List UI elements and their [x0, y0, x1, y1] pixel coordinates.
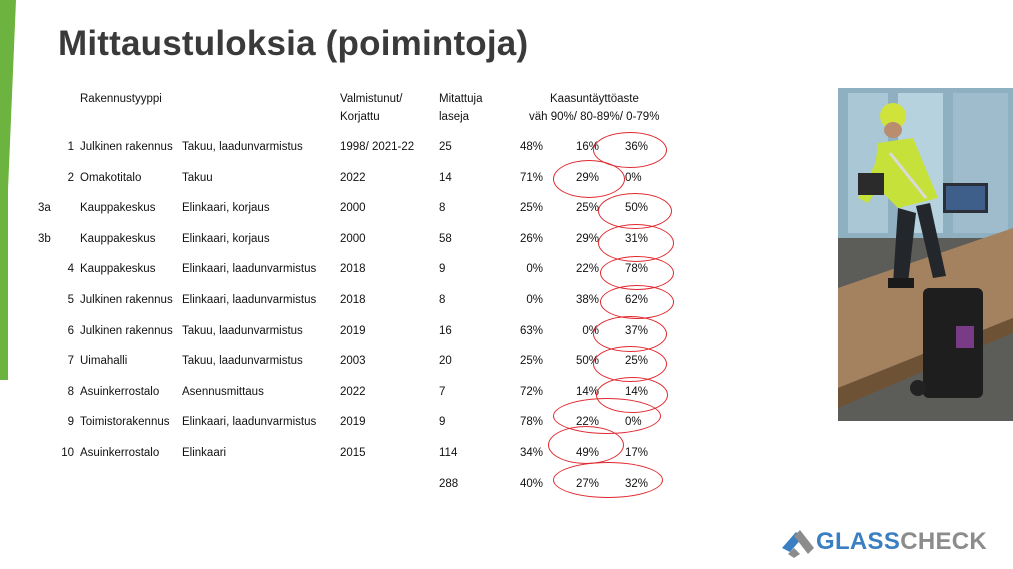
highlight-circle — [553, 462, 663, 498]
row-description: Takuu — [182, 171, 213, 184]
accent-stripe-fill — [0, 0, 8, 380]
row-measured-count: 20 — [439, 355, 452, 368]
highlight-circle — [600, 285, 674, 319]
row-pct-0: 25% — [625, 355, 649, 368]
glasscheck-logo-icon — [780, 526, 816, 558]
row-id: 3b — [38, 232, 51, 245]
row-id: 7 — [67, 355, 74, 368]
row-pct-80: 0% — [582, 324, 599, 337]
row-pct-80: 14% — [575, 385, 599, 398]
row-pct-0: 0% — [625, 171, 642, 184]
row-pct-80: 50% — [575, 355, 599, 368]
row-year: 2022 — [340, 385, 366, 398]
row-pct-0: 17% — [625, 447, 649, 459]
row-measured-count: 9 — [439, 263, 446, 276]
row-id: 5 — [67, 294, 74, 306]
row-measured-count: 25 — [439, 141, 452, 153]
row-pct-90: 63% — [519, 324, 543, 337]
row-id: 3a — [38, 202, 51, 215]
row-id: 1 — [67, 141, 74, 153]
logo-text-check: CHECK — [900, 528, 988, 555]
row-pct-90: 48% — [519, 141, 543, 153]
header-fill-2: väh 90%/ 80-89%/ 0-79% — [529, 111, 660, 123]
header-completed-2: Korjattu — [340, 111, 380, 123]
row-pct-0: 50% — [625, 202, 649, 215]
row-description: Elinkaari, korjaus — [182, 202, 270, 215]
row-description: Elinkaari, laadunvarmistus — [182, 294, 317, 306]
row-year: 2019 — [340, 324, 366, 337]
logo-text-glass: GLASS — [816, 528, 901, 555]
row-pct-90: 78% — [519, 416, 543, 429]
photo-worker-measuring — [838, 88, 1013, 421]
row-pct-80: 22% — [575, 263, 599, 276]
row-description: Takuu, laadunvarmistus — [182, 324, 303, 337]
row-pct-80: 29% — [575, 171, 599, 184]
row-id: 8 — [67, 385, 74, 398]
row-description: Elinkaari — [182, 447, 227, 459]
header-fill-1: Kaasuntäyttöaste — [550, 93, 639, 105]
row-pct-0: 37% — [625, 324, 649, 337]
row-building-type: Julkinen rakennus — [80, 324, 173, 337]
row-building-type: Kauppakeskus — [80, 232, 156, 245]
row-pct-90: 72% — [519, 385, 543, 398]
row-year: 2018 — [340, 263, 366, 276]
row-measured-count: 7 — [439, 385, 446, 398]
row-id: 4 — [67, 263, 74, 276]
total-measured-count: 288 — [439, 477, 459, 490]
header-completed-1: Valmistunut/ — [340, 93, 403, 105]
row-year: 2000 — [340, 232, 366, 245]
row-pct-80: 49% — [575, 447, 599, 459]
row-year: 2000 — [340, 202, 366, 215]
slide-title: Mittaustuloksia (poimintoja) — [58, 24, 529, 63]
row-measured-count: 8 — [439, 294, 446, 306]
row-year: 2022 — [340, 171, 366, 184]
highlight-circle — [548, 426, 624, 464]
header-measured-1: Mitattuja — [439, 93, 483, 105]
row-description: Elinkaari, laadunvarmistus — [182, 263, 317, 276]
row-building-type: Asuinkerrostalo — [80, 385, 160, 398]
row-pct-80: 22% — [575, 416, 599, 429]
row-pct-0: 0% — [625, 416, 642, 429]
row-building-type: Asuinkerrostalo — [80, 447, 160, 459]
row-pct-0: 14% — [625, 385, 649, 398]
row-measured-count: 14 — [439, 171, 452, 184]
header-rakennustyyppi: Rakennustyyppi — [80, 93, 162, 105]
row-pct-90: 25% — [519, 355, 543, 368]
logo-wordmark — [816, 525, 987, 559]
row-building-type: Omakotitalo — [80, 171, 142, 184]
row-measured-count: 9 — [439, 416, 446, 429]
row-pct-80: 25% — [575, 202, 599, 215]
row-building-type: Julkinen rakennus — [80, 141, 173, 153]
row-description: Takuu, laadunvarmistus — [182, 355, 303, 368]
row-measured-count: 58 — [439, 232, 452, 245]
row-description: Elinkaari, korjaus — [182, 232, 270, 245]
row-measured-count: 16 — [439, 324, 452, 337]
row-pct-0: 36% — [625, 141, 649, 153]
row-building-type: Julkinen rakennus — [80, 294, 173, 306]
total-pct-90: 40% — [519, 477, 543, 490]
row-pct-90: 25% — [519, 202, 543, 215]
row-year: 1998/ 2021-22 — [340, 141, 415, 153]
row-measured-count: 114 — [439, 447, 458, 459]
row-id: 6 — [67, 324, 74, 337]
row-building-type: Toimistorakennus — [80, 416, 170, 429]
row-description: Asennusmittaus — [182, 385, 264, 398]
row-pct-0: 31% — [625, 232, 649, 245]
row-pct-0: 78% — [625, 263, 649, 276]
row-description: Elinkaari, laadunvarmistus — [182, 416, 317, 429]
row-id: 9 — [67, 416, 74, 429]
row-building-type: Kauppakeskus — [80, 263, 156, 276]
total-pct-80: 27% — [575, 477, 599, 490]
row-pct-80: 38% — [575, 294, 599, 306]
total-pct-0: 32% — [625, 477, 649, 490]
row-pct-90: 34% — [519, 447, 543, 459]
row-pct-80: 29% — [575, 232, 599, 245]
header-measured-2: laseja — [439, 111, 470, 123]
row-year: 2015 — [340, 447, 366, 459]
row-measured-count: 8 — [439, 202, 446, 215]
row-pct-90: 0% — [526, 263, 543, 276]
row-year: 2019 — [340, 416, 366, 429]
row-id: 2 — [67, 171, 74, 184]
row-description: Takuu, laadunvarmistus — [182, 141, 303, 153]
row-pct-0: 62% — [625, 294, 649, 306]
row-pct-90: 26% — [519, 232, 543, 245]
row-pct-80: 16% — [575, 141, 599, 153]
row-year: 2003 — [340, 355, 366, 368]
glasscheck-logo — [780, 525, 987, 559]
row-id: 10 — [61, 447, 74, 459]
row-pct-90: 0% — [526, 294, 543, 306]
row-building-type: Uimahalli — [80, 355, 128, 368]
row-pct-90: 71% — [519, 171, 543, 184]
highlight-circle — [553, 160, 625, 198]
row-building-type: Kauppakeskus — [80, 202, 156, 215]
row-year: 2018 — [340, 294, 366, 306]
